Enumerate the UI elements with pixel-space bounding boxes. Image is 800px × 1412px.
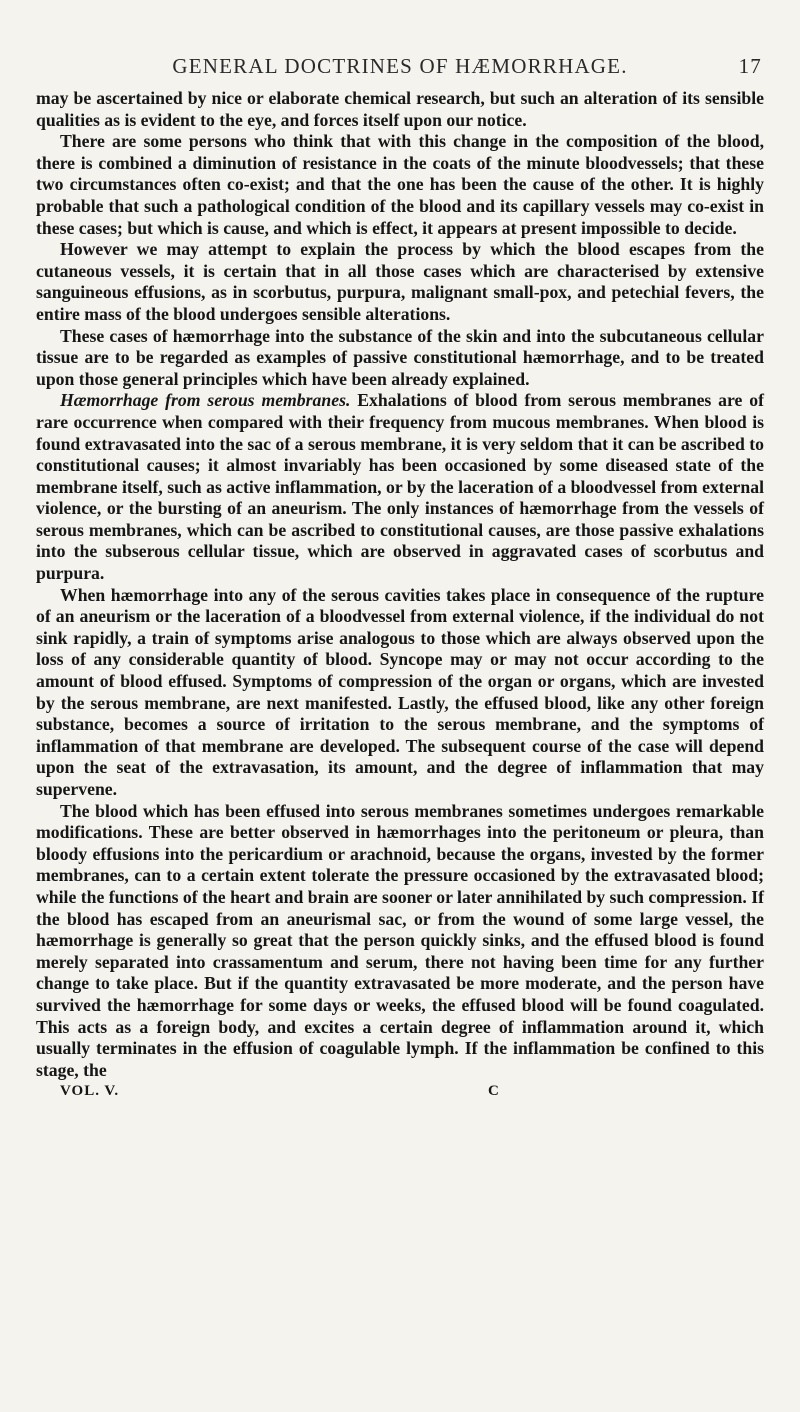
paragraph: The blood which has been effused into serous membranes sometimes undergoes remarkable modifications. These are better observed in hæmorrhages into the peritoneum or pleura, than bloody effusions into the pericardium or arachnoid, because the organs, invested by the former membranes, can to a certain extent tolerate the pressure occasioned by the extravasated blood; while the functions of the heart and brain are sooner or later annihilated by such compression. If the blood has escaped from an aneurismal sac, or from the wound of some large vessel, the hæmorrhage is generally so great that the person quickly sinks, and the effused blood is found merely separated into crassamentum and serum, there not having been time for any further change to take place. But if the quantity extravasated be more moderate, and the person have survived the hæmorrhage for some days or weeks, the effused blood will be found coagulated. This acts as a foreign body, and excites a certain degree of inflammation around it, which usually terminates in the effusion of coagulable lymph. If the inflammation be confined to this stage, the — [36, 800, 765, 1080]
running-header — [36, 54, 764, 88]
section-heading: Hæmorrhage from serous membranes. — [60, 390, 351, 411]
section-paragraph — [36, 390, 764, 584]
page-number: 17 — [738, 54, 762, 78]
book-page — [36, 54, 764, 1105]
signature-mark: C — [488, 1083, 500, 1100]
paragraph: When hæmorrhage into any of the serous cavities takes place in consequence of the rupture of an aneurism or the laceration of a bloodvessel from external violence, if the individual do not sink rapidly, a train of symptoms arise analogous to those which are always observed upon the loss of any considerable quantity of blood. Syncope may or may not occur according to the amount of blood effused. Symptoms of compression of the organ or organs, which are invested by the serous membrane, are next manifested. Lastly, the effused blood, like any other foreign substance, becomes a source of irritation to the serous membrane, and the symptoms of inflammation of that membrane are developed. The subsequent course of the case will depend upon the seat of the extravasation, its amount, and the degree of inflammation that may supervene. — [36, 584, 764, 799]
running-title: GENERAL DOCTRINES OF HÆMORRHAGE. — [172, 54, 628, 78]
paragraph: However we may attempt to explain the process by which the blood escapes from the cutaneous vessels, it is certain that in all those cases which are characterised by extensive sanguineous effusions, as in scorbutus, purpura, malignant small-pox, and petechial fevers, the entire mass of the blood undergoes sensible alterations. — [36, 239, 764, 324]
paragraph: may be ascertained by nice or elaborate chemical research, but such an alteration of its sensible qualities as is evident to the eye, and forces itself upon our notice. — [36, 88, 764, 130]
volume-mark: VOL. V. — [60, 1083, 120, 1100]
body-text — [36, 88, 764, 1081]
paragraph: These cases of hæmorrhage into the substance of the skin and into the subcutaneous cellular tissue are to be regarded as examples of passive constitutional hæmorrhage, and to be treated upon those general principles which have been already explained. — [36, 325, 764, 389]
paragraph: There are some persons who think that with this change in the composition of the blood, there is combined a diminution of resistance in the coats of the minute bloodvessels; that these two circumstances often co-exist; and that the one has been the cause of the other. It is highly probable that such a pathological condition of the blood and its capillary vessels may co-exist in these cases; but which is cause, and which is effect, it appears at present impossible to decide. — [36, 131, 764, 238]
page-footer — [36, 1083, 764, 1105]
section-text: Exhalations of blood from serous membranes are of rare occurrence when compared with their frequency from mucous membranes. When blood is found extravasated into the sac of a serous membrane, it is very seldom that it can be ascribed to constitutional causes; it almost invariably has been occasioned by some diseased state of the membrane itself, such as active inflammation, or by the laceration of a bloodvessel from external violence, or the bursting of an aneurism. The only instances of hæmorrhage from the vessels of serous membranes, which can be ascribed to constitutional causes, are those passive exhalations into the subserous cellular tissue, which are observed in aggravated cases of scorbutus and purpura. — [36, 390, 764, 584]
